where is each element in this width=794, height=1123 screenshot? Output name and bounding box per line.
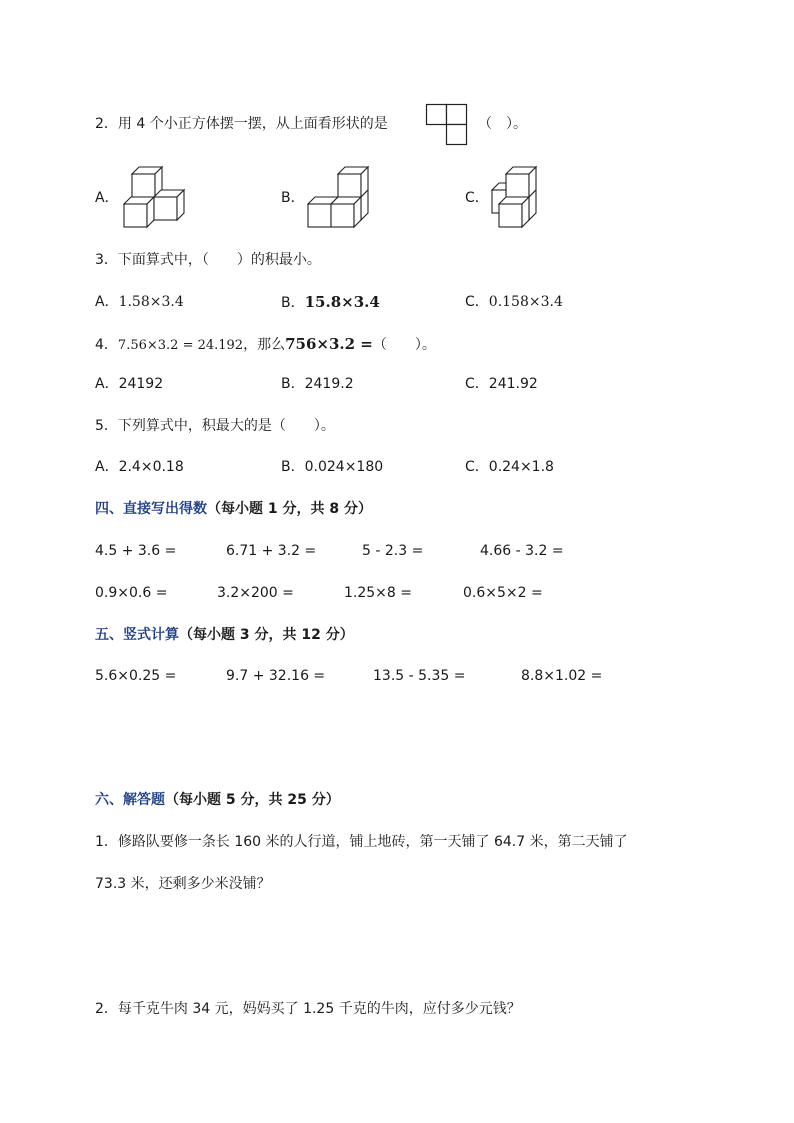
q4-option-c [465,374,538,394]
s4-item-3: 5 - 2.3 = [362,543,424,559]
s6-problem-2: 2．每千克牛肉 34 元，妈妈买了 1.25 千克的牛肉，应付多少元钱？ [95,1001,521,1017]
q4-option-a-value: 24192 [118,376,164,392]
q2-option-a-label: A． [95,190,119,206]
s4-item-6: 3.2×200 = [217,585,294,601]
q5-option-b [281,457,383,477]
q2-prompt: 2．用 4 个小正方体摆一摆，从上面看形状的是 [95,116,388,132]
q2-option-c-cubes [490,166,550,232]
q5-option-a [95,457,184,477]
q5-option-a-value: 2.4×0.18 [118,459,184,475]
section-4-note: （每小题 1 分，共 8 分） [207,501,372,517]
q4-text [95,334,436,356]
q5-option-c [465,457,554,477]
s6-problem-1-line-1: 1．修路队要修一条长 160 米的人行道，铺上地砖，第一天铺了 64.7 米，第二天铺了 [95,834,628,850]
section-6-title: 六、解答题 [95,792,165,808]
q5-option-a-letter: A． [95,459,119,475]
q5-option-b-value: 0.024×180 [304,459,384,475]
s5-item-1: 5.6×0.25 = [95,668,177,684]
q5-option-c-letter: C． [465,459,489,475]
section-4-heading [95,499,372,519]
q3-option-a-value: 1.58×3.4 [118,294,184,310]
s4-item-4: 4.66 - 3.2 = [480,543,564,559]
s4-item-1: 4.5 + 3.6 = [95,543,177,559]
q4-option-b-value: 2419.2 [304,376,354,392]
q3-option-c-value: 0.158×3.4 [488,294,563,310]
q2-option-c-label: C． [465,190,489,206]
q4-option-b-letter: B． [281,376,305,392]
q3-option-b [281,292,380,313]
s4-item-7: 1.25×8 = [344,585,412,601]
q3-option-c-letter: C． [465,294,489,310]
q5-option-b-letter: B． [281,459,305,475]
q3-option-b-letter: B． [281,295,305,311]
s4-item-5: 0.9×0.6 = [95,585,168,601]
section-5-heading [95,625,354,645]
q4-option-c-value: 241.92 [488,376,538,392]
s4-item-2: 6.71 + 3.2 = [226,543,317,559]
section-5-title: 五、竖式计算 [95,627,179,643]
q3-option-c [465,292,563,312]
q4-given: 7.56×3.2 = 24.192 [117,338,244,353]
q2-answer-blank: （ ）。 [478,116,527,132]
q3-option-a-letter: A． [95,294,119,310]
q4-answer-blank: （ ）。 [372,337,436,353]
q5-option-c-value: 0.24×1.8 [488,459,554,475]
section-6-note: （每小题 5 分，共 25 分） [165,792,340,808]
q4-option-b [281,374,354,394]
q2-option-a-cubes [122,166,192,232]
q4-expression: 756×3.2 = [285,335,373,353]
s5-item-3: 13.5 - 5.35 = [373,668,466,684]
s6-problem-1-line-2: 73.3 米，还剩多少米没铺？ [95,876,271,892]
s5-item-4: 8.8×1.02 = [521,668,603,684]
q4-number: 4． [95,337,118,353]
section-6-heading [95,790,340,810]
section-4-title: 四、直接写出得数 [95,501,207,517]
q4-option-a [95,374,163,394]
q3-text: 3．下面算式中，（ ）的积最小。 [95,252,321,268]
q2-option-b-label: B． [281,190,305,206]
q3-option-a [95,292,184,312]
q5-text: 5．下列算式中，积最大的是（ ）。 [95,418,335,434]
q2-top-view-figure [426,104,468,146]
q4-option-a-letter: A． [95,376,119,392]
s5-item-2: 9.7 + 32.16 = [226,668,326,684]
q2-text [95,114,388,134]
s4-item-8: 0.6×5×2 = [463,585,543,601]
q3-option-b-value: 15.8×3.4 [304,293,380,311]
section-5-note: （每小题 3 分，共 12 分） [179,627,354,643]
q4-mid: ，那么 [243,337,286,353]
q2-option-b-cubes [306,166,376,232]
q4-option-c-letter: C． [465,376,489,392]
